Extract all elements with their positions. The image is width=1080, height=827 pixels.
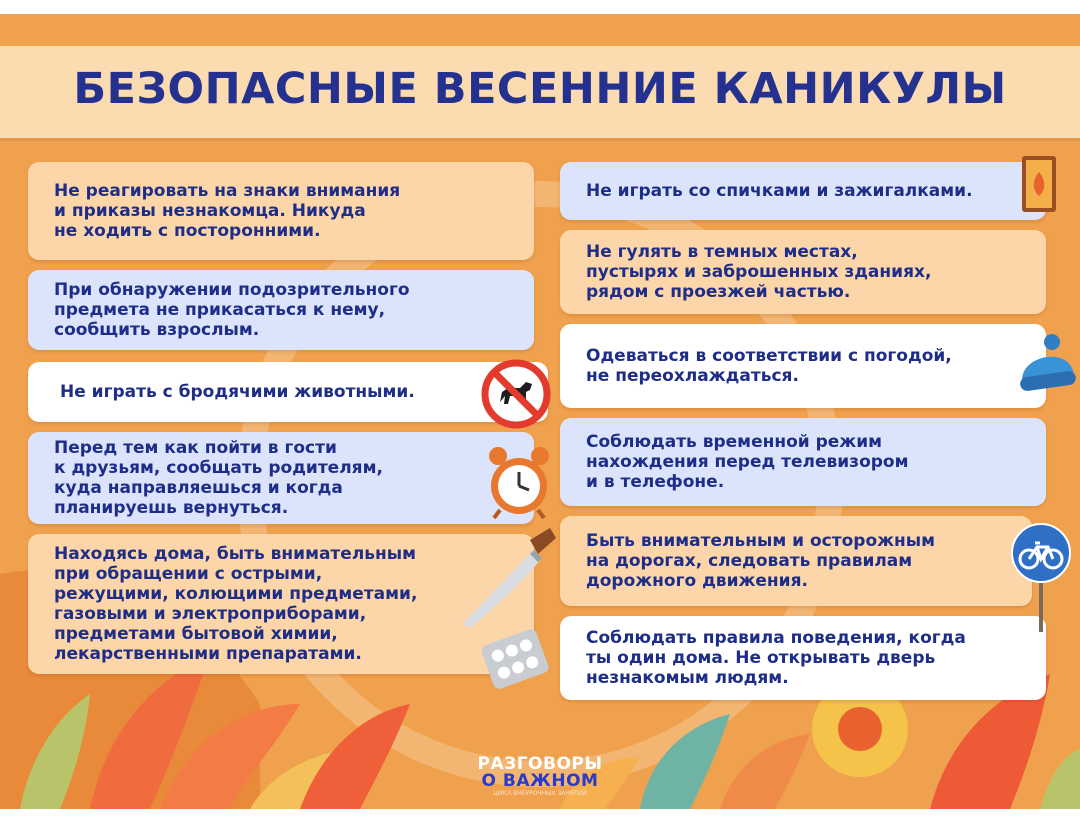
rule-text: Находясь дома, быть внимательным при обращении с острыми, режущими, колющими предметами, газовыми и электроприборами, предметами бытовой химии, лекарственными препаратами. — [54, 544, 418, 664]
rule-text: Быть внимательным и осторожным на дорогах, следовать правилам дорожного движения. — [586, 531, 936, 591]
poster — [0, 14, 1080, 809]
rule-card-left-4 — [28, 432, 534, 524]
rule-text: Соблюдать временной режим нахождения перед телевизором и в телефоне. — [586, 432, 909, 492]
rule-card-right-6 — [560, 616, 1046, 700]
rule-text: Одеваться в соответствии с погодой, не переохлаждаться. — [586, 346, 952, 386]
rule-card-right-4 — [560, 418, 1046, 506]
knit-hat-icon — [1016, 332, 1078, 398]
rule-card-right-5 — [560, 516, 1032, 606]
brand-logo — [430, 756, 650, 798]
no-dogs-sign-icon — [480, 358, 552, 430]
rule-card-right-1 — [560, 162, 1046, 220]
rule-text: Не играть со спичками и зажигалками. — [586, 181, 973, 201]
rule-text: При обнаружении подозрительного предмета не прикасаться к нему, сообщить взрослым. — [54, 280, 410, 340]
rule-text: Не играть с бродячими животными. — [60, 382, 415, 402]
rule-card-left-2 — [28, 270, 534, 350]
rule-text: Перед тем как пойти в гости к друзьям, сообщать родителям, куда направляешься и когда планируешь вернуться. — [54, 438, 383, 518]
page-title: БЕЗОПАСНЫЕ ВЕСЕННИЕ КАНИКУЛЫ — [73, 64, 1007, 114]
rule-card-left-1 — [28, 162, 534, 260]
rule-card-left-3 — [28, 362, 548, 422]
rule-text: Не гулять в темных местах, пустырях и заброшенных зданиях, рядом с проезжей частью. — [586, 242, 932, 302]
bicycle-sign-icon — [1010, 522, 1072, 632]
brand-subtitle: ЦИКЛ ВНЕУРОЧНЫХ ЗАНЯТИЙ — [493, 790, 587, 797]
knife-icon — [452, 524, 562, 634]
rule-card-right-3 — [560, 324, 1046, 408]
matchbox-icon — [1018, 150, 1060, 216]
rule-card-right-2 — [560, 230, 1046, 314]
alarm-clock-icon — [484, 444, 554, 520]
rule-text: Не реагировать на знаки внимания и приказы незнакомца. Никуда не ходить с посторонними. — [54, 181, 401, 241]
pills-blister-icon — [480, 626, 550, 692]
rule-text: Соблюдать правила поведения, когда ты один дома. Не открывать дверь незнакомым людям. — [586, 628, 966, 688]
brand-line-1: РАЗГОВОРЫ — [477, 754, 603, 774]
brand-line-2: О ВАЖНОМ — [481, 771, 599, 791]
